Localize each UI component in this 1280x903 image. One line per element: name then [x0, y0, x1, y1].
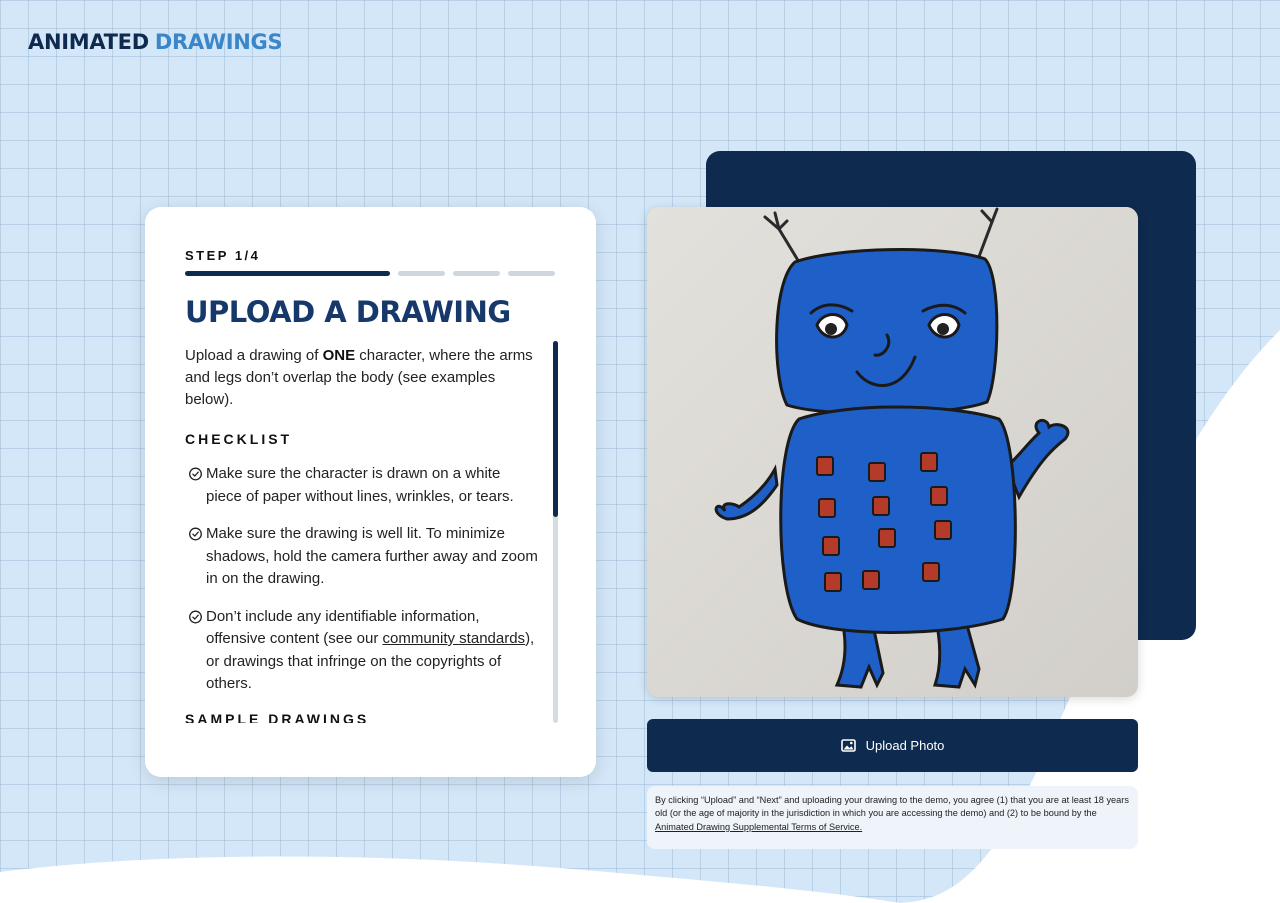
upload-photo-button[interactable] [647, 719, 1138, 772]
checklist-item [185, 463, 540, 508]
scrollbar-track[interactable] [553, 341, 558, 723]
sample-drawings-heading: SAMPLE DRAWINGS [185, 710, 370, 723]
check-circle-icon [185, 467, 206, 481]
checklist-item-text-part: ), or drawings that infringe on the copyrights of others. [206, 630, 535, 692]
check-circle-icon [185, 610, 206, 624]
progress-segment-2 [398, 271, 445, 276]
terms-of-service-link[interactable]: Animated Drawing Supplemental Terms of Service. [655, 821, 863, 832]
checklist-item-text: Make sure the drawing is well lit. To minimize shadows, hold the camera further away and zoom in on the drawing. [206, 525, 538, 587]
terms-text: By clicking “Upload” and “Next” and uploading your drawing to the demo, you agree (1) that you are at least 18 years old (or the age of majority in the jurisdiction in which you are accessing the demo) and (2) to be bound by the [655, 795, 1129, 819]
checklist-item-text-part: Don’t include any identifiable information, offensive content (see our [206, 607, 480, 647]
image-icon [841, 739, 856, 752]
brand-word-animated: ANIMATED [28, 30, 149, 54]
intro-text-part: Upload a drawing of [185, 347, 323, 364]
progress-segment-3 [453, 271, 500, 276]
step-progress-bar [185, 271, 555, 277]
intro-text [185, 345, 540, 411]
checklist-item [185, 606, 540, 696]
step-label: STEP 1/4 [185, 248, 261, 263]
checklist [185, 463, 540, 696]
community-standards-link[interactable]: community standards [382, 630, 526, 647]
checklist-item [185, 523, 540, 591]
check-circle-icon [185, 527, 206, 541]
upload-photo-label: Upload Photo [865, 738, 945, 753]
brand-word-drawings: DRAWINGS [154, 30, 283, 54]
progress-segment-4 [508, 271, 555, 276]
progress-segment-1 [185, 271, 390, 276]
page-title: UPLOAD A DRAWING [185, 295, 511, 329]
robot-drawing [647, 207, 1138, 697]
terms-notice [647, 786, 1138, 849]
checklist-item-text: Make sure the character is drawn on a white piece of paper without lines, wrinkles, or tears. [206, 465, 514, 505]
instructions-scroll-area[interactable] [185, 345, 540, 723]
instructions-card [145, 207, 596, 777]
checklist-item-text [206, 606, 540, 696]
brand-logo[interactable] [28, 30, 282, 54]
scrollbar-thumb[interactable] [553, 341, 558, 517]
checklist-heading: CHECKLIST [185, 431, 293, 447]
intro-emphasis: ONE [322, 347, 356, 364]
intro-text-part: character, where the arms and legs don’t overlap the body (see examples below). [185, 347, 533, 408]
drawing-preview-image [647, 207, 1138, 697]
